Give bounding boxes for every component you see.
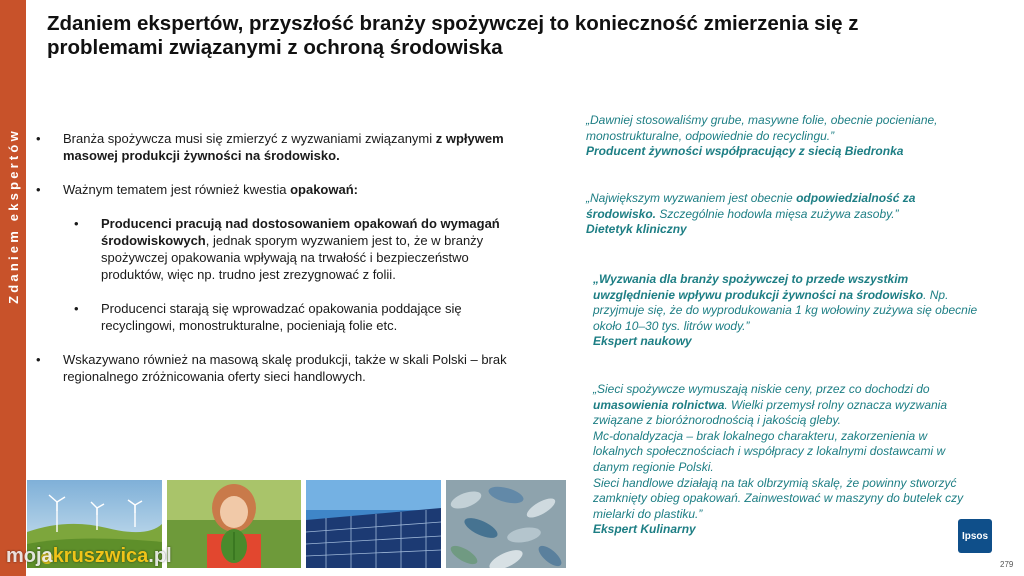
bullet-item [36, 351, 516, 385]
quote-source: Ekspert naukowy [593, 334, 692, 349]
quote-producer [586, 113, 986, 160]
bullet-dot: • [36, 131, 41, 146]
quote-source: Producent żywności współpracujący z siecią Biedronka [586, 144, 904, 159]
bullet-text: Ważnym tematem jest również kwestia [63, 182, 291, 197]
quote-scientist [593, 272, 988, 350]
girl-leaf-image [167, 480, 301, 568]
bullet-item [36, 130, 516, 164]
sub-bullet-item [74, 215, 516, 283]
quote-text: „Sieci spożywcze wymuszają niskie ceny, przez co dochodzi do [593, 382, 930, 396]
quote-text: Sieci handlowe działają na tak olbrzymią skalę, że powinny stworzyć zamknięty obieg opakowań. Zainwestować w maszyny do butelek czy mielarki do plastiku.” [593, 475, 964, 521]
quote-bold: „Wyzwania dla branży spożywczej to przede wszystkim uwzględnienie wpływu produkcji żywności na środowisko [593, 272, 924, 302]
quote-bold: odpowiedzialność za środowisko. [586, 191, 916, 221]
bullet-dot: • [36, 182, 41, 197]
watermark-part: kruszwica [52, 545, 149, 567]
quote-source: Ekspert Kulinarny [593, 522, 696, 537]
solar-panels-image [306, 480, 441, 568]
ipsos-logo: Ipsos [958, 519, 992, 553]
photo-girl-leaf [167, 480, 301, 568]
bullet-list [36, 130, 516, 402]
quote-chef [593, 382, 978, 538]
bullet-item [36, 181, 516, 198]
quote-text: „Największym wyzwaniem jest obecnie [586, 191, 797, 205]
photo-solar-panels [306, 480, 441, 568]
bullet-dot: • [36, 352, 41, 367]
quote-text: . Wielki przemysł rolny oznacza wyzwania związane z bioróżnorodnością i jakością gleby. [593, 397, 948, 428]
page-title: Zdaniem ekspertów, przyszłość branży spożywczej to konieczność zmierzenia się z problemami związanymi z ochroną środowiska [47, 12, 859, 59]
quote-text: Szczególnie hodowla mięsa zużywa zasoby.” [656, 206, 899, 221]
watermark [6, 545, 172, 568]
bullet-text: Wskazywano również na masową skalę produkcji, także w skali Polski – brak regionalnego zróżnicowania oferty sieci handlowych. [63, 352, 507, 384]
quote-bold: umasowienia rolnictwa [593, 397, 725, 412]
watermark-part: moja [6, 545, 53, 567]
bullet-bold: z wpływem masowej produkcji żywności na środowisko. [63, 131, 504, 163]
bullet-bold: opakowań: [290, 182, 358, 197]
photo-plastic-bottles [446, 480, 566, 568]
quote-dietitian [586, 191, 986, 238]
quote-text: . Np. przyjmuje się, że do wyprodukowania 1 kg wołowiny zużywa się obecnie około 10–30 tys. litrów wody.” [593, 287, 978, 333]
plastic-bottles-image [446, 480, 566, 568]
bullet-bold: Producenci pracują nad dostosowaniem opakowań do wymagań środowiskowych [101, 216, 500, 248]
bullet-text: , jednak sporym wyzwaniem jest to, że w branży spożywczej opakowania wpływają na trwałość i bezpieczeństwo produktów, więc np. trudno jest zrezygnować z folii. [101, 233, 484, 282]
bullet-dot: • [74, 216, 79, 231]
sub-bullet-item [74, 300, 516, 334]
quote-text: „Dawniej stosowaliśmy grube, masywne folie, obecnie pocieniane, monostrukturalne, odpowiednie do recyclingu.” [586, 113, 938, 143]
page-number: 279 [1000, 560, 1014, 569]
bullet-dot: • [74, 301, 79, 316]
watermark-part: .pl [148, 545, 172, 567]
bullet-text: Producenci starają się wprowadzać opakowania poddające się recyclingowi, monostrukturalne, pocieniają folie etc. [101, 301, 462, 333]
bullet-text: Branża spożywcza musi się zmierzyć z wyzwaniami związanymi [63, 131, 436, 146]
quote-text: Mc-donaldyzacja – brak lokalnego charakteru, zakorzenienia w lokalnych społecznościach i współpracy z lokalnymi dostawcami w danym regionie Polski. [593, 428, 946, 474]
quote-source: Dietetyk kliniczny [586, 222, 687, 237]
side-label: Zdaniem ekspertów [5, 128, 21, 304]
